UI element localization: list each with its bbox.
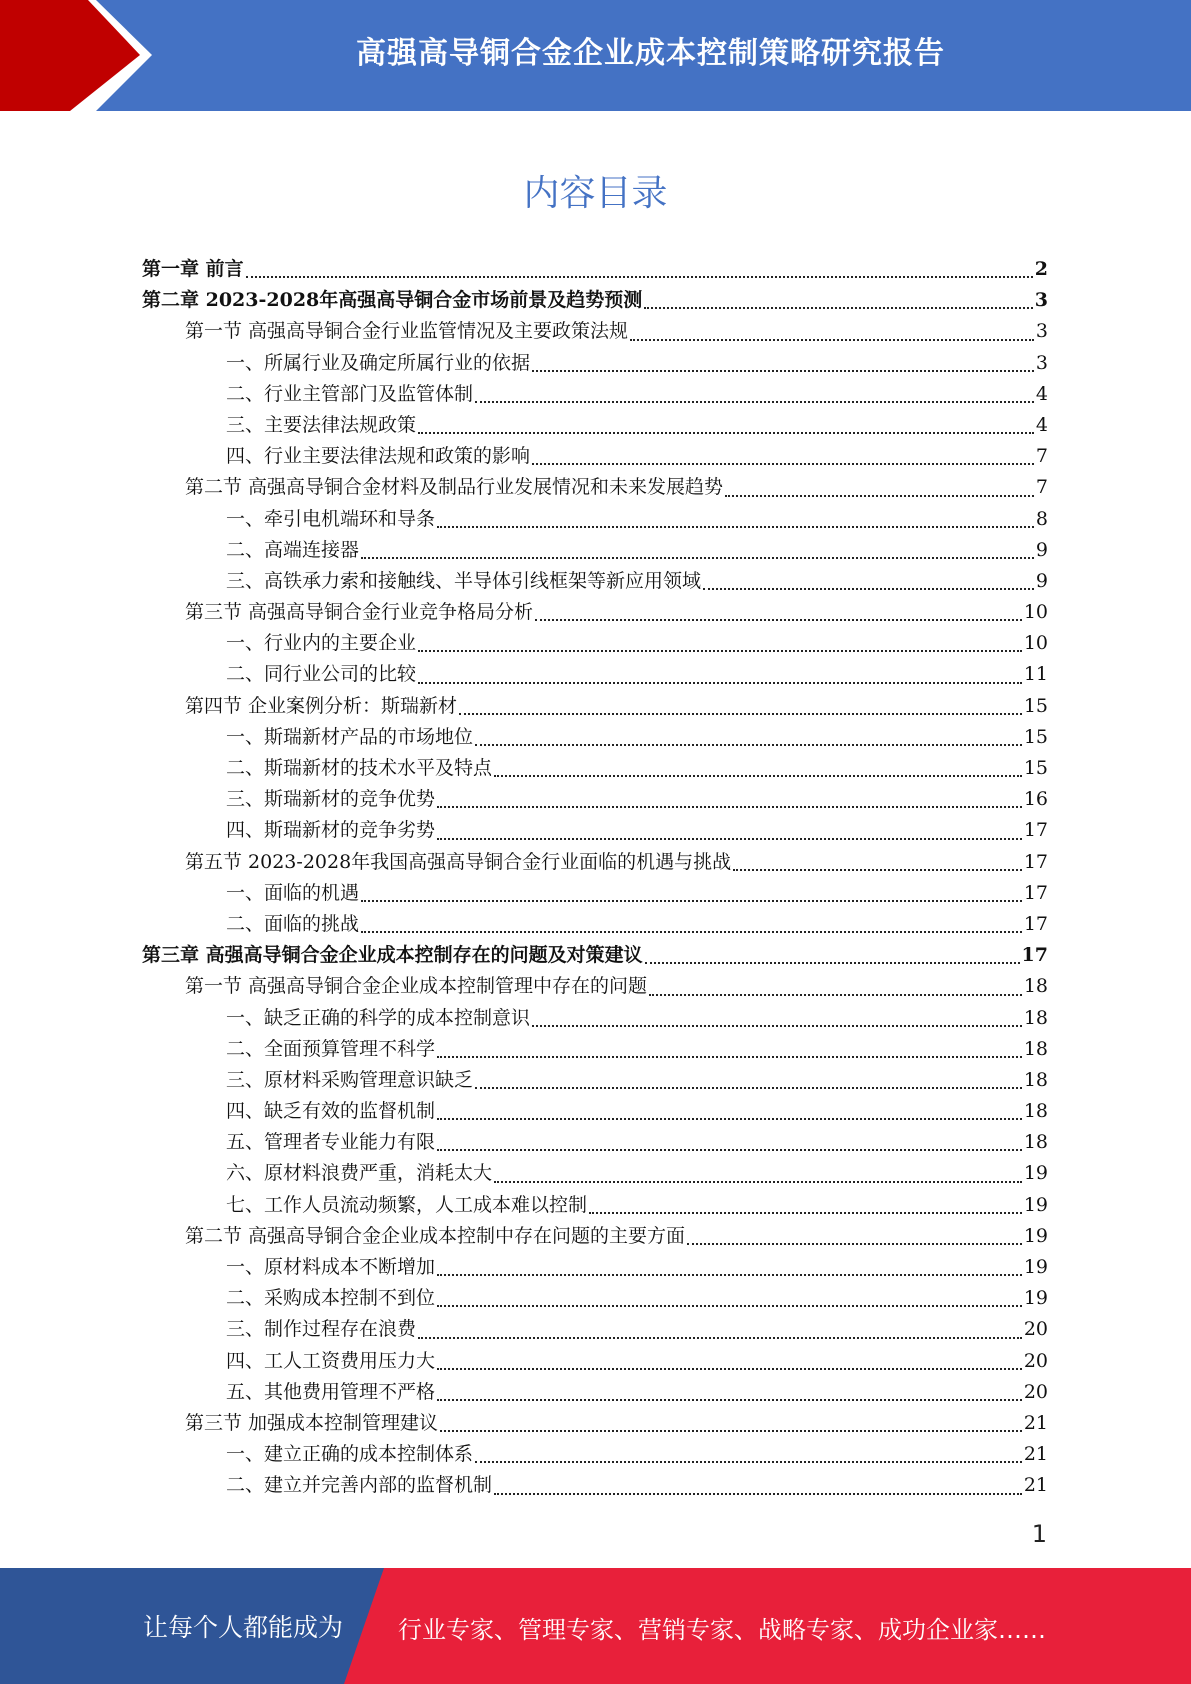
- toc-entry-page: 19: [1023, 1224, 1048, 1247]
- toc-entry-page: 20: [1023, 1380, 1048, 1403]
- toc-entry[interactable]: [142, 1439, 1048, 1470]
- toc-entry[interactable]: [142, 535, 1048, 566]
- toc-entry-title: 一、原材料成本不断增加: [226, 1256, 436, 1278]
- toc-leader-dots: [589, 1212, 1022, 1214]
- toc-entry-page: 15: [1023, 694, 1048, 717]
- toc-entry-title: 第二节 高强高导铜合金企业成本控制中存在问题的主要方面: [185, 1224, 686, 1247]
- toc-entry-title: 五、管理者专业能力有限: [226, 1131, 436, 1154]
- toc-leader-dots: [475, 744, 1022, 746]
- toc-entry[interactable]: [142, 940, 1048, 971]
- toc-entry-page: 4: [1035, 413, 1048, 436]
- toc-entry-page: 17: [1023, 819, 1048, 842]
- toc-entry[interactable]: [142, 753, 1048, 784]
- toc-entry[interactable]: [142, 1127, 1048, 1158]
- toc-entry-title: 一、牵引电机端环和导条: [226, 507, 436, 530]
- toc-leader-dots: [361, 931, 1022, 933]
- toc-leader-dots: [687, 1243, 1022, 1245]
- toc-entry-title: 第一章 前言: [142, 258, 244, 280]
- toc-entry-page: 3: [1035, 320, 1048, 343]
- toc-entry-page: 18: [1023, 1100, 1048, 1123]
- toc-entry-title: 三、高铁承力索和接触线、半导体引线框架等新应用领域: [226, 569, 702, 592]
- toc-entry-page: 15: [1023, 725, 1048, 748]
- toc-leader-dots: [532, 463, 1034, 465]
- toc-entry-title: 二、建立并完善内部的监督机制: [226, 1474, 493, 1497]
- toc-entry-page: 21: [1023, 1443, 1048, 1466]
- toc-entry-page: 7: [1035, 445, 1048, 468]
- toc-leader-dots: [437, 1399, 1022, 1401]
- toc-entry[interactable]: [142, 472, 1048, 503]
- toc-entry-page: 11: [1023, 663, 1048, 686]
- toc-leader-dots: [494, 1181, 1022, 1183]
- toc-entry-page: 19: [1023, 1162, 1048, 1185]
- toc-entry[interactable]: [142, 691, 1048, 722]
- toc-leader-dots: [437, 1149, 1022, 1151]
- toc-leader-dots: [494, 775, 1022, 777]
- toc-leader-dots: [361, 900, 1022, 902]
- toc-entry-title: 第一节 高强高导铜合金行业监管情况及主要政策法规: [185, 320, 629, 343]
- toc-leader-dots: [475, 1461, 1022, 1463]
- toc-entry[interactable]: [142, 722, 1048, 753]
- toc-entry-title: 三、原材料采购管理意识缺乏: [226, 1068, 474, 1091]
- toc-entry-title: 四、斯瑞新材的竞争劣势: [226, 819, 436, 842]
- table-of-contents: [142, 254, 1048, 1502]
- toc-entry[interactable]: [142, 1158, 1048, 1189]
- toc-entry[interactable]: [142, 316, 1048, 347]
- toc-entry-title: 一、斯瑞新材产品的市场地位: [226, 725, 474, 748]
- toc-leader-dots: [437, 1118, 1022, 1120]
- toc-entry-title: 二、斯瑞新材的技术水平及特点: [226, 757, 493, 779]
- toc-entry[interactable]: [142, 1003, 1048, 1034]
- toc-entry-title: 六、原材料浪费严重，消耗太大: [226, 1162, 493, 1185]
- toc-entry[interactable]: [142, 659, 1048, 690]
- toc-entry-title: 第三节 加强成本控制管理建议: [185, 1411, 439, 1434]
- toc-entry-page: 4: [1035, 382, 1048, 405]
- toc-leader-dots: [437, 1056, 1022, 1058]
- toc-entry[interactable]: [142, 1283, 1048, 1314]
- toc-entry-title: 二、同行业公司的比较: [226, 663, 417, 686]
- toc-leader-dots: [703, 588, 1034, 590]
- toc-entry-page: 9: [1035, 538, 1048, 561]
- toc-entry[interactable]: [142, 1065, 1048, 1096]
- toc-entry-page: 21: [1023, 1474, 1048, 1497]
- footer-slogan-left: 让每个人都能成为: [143, 1613, 344, 1642]
- toc-leader-dots: [418, 1337, 1022, 1339]
- toc-entry-title: 一、行业内的主要企业: [226, 632, 417, 655]
- toc-entry-title: 第三章 高强高导铜合金企业成本控制存在的问题及对策建议: [142, 944, 643, 967]
- toc-leader-dots: [437, 1305, 1022, 1307]
- toc-leader-dots: [361, 557, 1034, 559]
- toc-entry-title: 七、工作人员流动频繁，人工成本难以控制: [226, 1193, 588, 1216]
- toc-entry-page: 2: [1034, 258, 1048, 280]
- toc-entry-page: 19: [1023, 1287, 1048, 1310]
- toc-entry[interactable]: [142, 1314, 1048, 1345]
- toc-leader-dots: [494, 1493, 1022, 1495]
- toc-entry-page: 7: [1035, 476, 1048, 499]
- toc-entry[interactable]: [142, 1096, 1048, 1127]
- toc-leader-dots: [437, 806, 1022, 808]
- toc-entry[interactable]: [142, 285, 1048, 316]
- toc-entry-page: 15: [1023, 757, 1048, 779]
- toc-entry-page: 17: [1023, 881, 1048, 904]
- toc-leader-dots: [532, 1025, 1022, 1027]
- toc-entry-title: 二、全面预算管理不科学: [226, 1037, 436, 1060]
- toc-entry[interactable]: [142, 1346, 1048, 1377]
- toc-entry[interactable]: [142, 1408, 1048, 1439]
- toc-entry-page: 20: [1023, 1349, 1048, 1372]
- toc-entry-page: 18: [1023, 1006, 1048, 1029]
- toc-entry[interactable]: [142, 1221, 1048, 1252]
- toc-entry-page: 16: [1023, 788, 1048, 811]
- toc-entry[interactable]: [142, 878, 1048, 909]
- toc-entry-title: 二、采购成本控制不到位: [226, 1287, 436, 1310]
- toc-entry-title: 三、主要法律法规政策: [226, 413, 417, 436]
- toc-entry-page: 17: [1021, 944, 1048, 967]
- toc-entry-title: 第一节 高强高导铜合金企业成本控制管理中存在的问题: [185, 975, 648, 998]
- report-title: 高强高导铜合金企业成本控制策略研究报告: [356, 36, 945, 71]
- toc-leader-dots: [475, 1087, 1022, 1089]
- toc-leader-dots: [418, 650, 1022, 652]
- toc-entry[interactable]: [142, 410, 1048, 441]
- toc-entry-title: 三、制作过程存在浪费: [226, 1318, 417, 1341]
- toc-entry[interactable]: [142, 1252, 1048, 1283]
- toc-entry-title: 四、缺乏有效的监督机制: [226, 1100, 436, 1123]
- toc-leader-dots: [440, 1430, 1022, 1432]
- toc-entry-title: 二、高端连接器: [226, 538, 360, 561]
- toc-leader-dots: [733, 869, 1022, 871]
- toc-entry[interactable]: [142, 379, 1048, 410]
- toc-entry-title: 二、行业主管部门及监管体制: [226, 382, 474, 405]
- toc-entry-page: 18: [1023, 1131, 1048, 1154]
- toc-entry-page: 19: [1023, 1256, 1048, 1278]
- toc-entry[interactable]: [142, 254, 1048, 285]
- toc-entry-page: 17: [1023, 850, 1048, 873]
- toc-entry-title: 第二章 2023-2028年高强高导铜合金市场前景及趋势预测: [142, 289, 643, 312]
- header-banner: [0, 0, 1191, 111]
- toc-entry-title: 四、工人工资费用压力大: [226, 1349, 436, 1372]
- toc-entry[interactable]: [142, 784, 1048, 815]
- toc-entry[interactable]: [142, 504, 1048, 535]
- toc-entry-page: 19: [1023, 1193, 1048, 1216]
- page-title: 内容目录: [523, 173, 668, 214]
- toc-entry[interactable]: [142, 815, 1048, 846]
- toc-entry[interactable]: [142, 971, 1048, 1002]
- toc-entry-title: 一、所属行业及确定所属行业的依据: [226, 351, 531, 374]
- toc-leader-dots: [437, 1368, 1022, 1370]
- toc-entry-title: 第二节 高强高导铜合金材料及制品行业发展情况和未来发展趋势: [185, 476, 724, 499]
- toc-entry-page: 17: [1023, 912, 1048, 935]
- toc-leader-dots: [246, 276, 1033, 278]
- toc-entry-page: 3: [1034, 289, 1048, 312]
- toc-entry[interactable]: [142, 441, 1048, 472]
- toc-leader-dots: [645, 962, 1020, 964]
- toc-entry-page: 8: [1035, 507, 1048, 530]
- toc-entry-title: 第三节 高强高导铜合金行业竞争格局分析: [185, 601, 534, 624]
- toc-leader-dots: [418, 432, 1034, 434]
- toc-entry[interactable]: [142, 909, 1048, 940]
- toc-entry-page: 21: [1023, 1411, 1048, 1434]
- toc-entry[interactable]: [142, 597, 1048, 628]
- toc-leader-dots: [649, 994, 1022, 996]
- toc-entry[interactable]: [142, 847, 1048, 878]
- toc-entry-title: 三、斯瑞新材的竞争优势: [226, 788, 436, 811]
- page-number: 1: [1031, 1520, 1047, 1548]
- toc-leader-dots: [459, 713, 1022, 715]
- toc-leader-dots: [437, 838, 1022, 840]
- toc-entry-title: 二、面临的挑战: [226, 912, 360, 935]
- toc-entry-page: 18: [1023, 1037, 1048, 1060]
- toc-entry-title: 一、面临的机遇: [226, 881, 360, 904]
- toc-entry-title: 第四节 企业案例分析：斯瑞新材: [185, 694, 458, 717]
- toc-entry[interactable]: [142, 348, 1048, 379]
- toc-leader-dots: [630, 339, 1034, 341]
- toc-leader-dots: [418, 682, 1022, 684]
- toc-entry-title: 四、行业主要法律法规和政策的影响: [226, 445, 531, 468]
- toc-leader-dots: [644, 307, 1033, 309]
- toc-entry-page: 18: [1023, 975, 1048, 998]
- toc-leader-dots: [532, 370, 1034, 372]
- toc-entry-page: 9: [1035, 569, 1048, 592]
- toc-entry[interactable]: [142, 1470, 1048, 1501]
- toc-entry[interactable]: [142, 566, 1048, 597]
- toc-entry-page: 18: [1023, 1068, 1048, 1091]
- toc-entry-title: 一、建立正确的成本控制体系: [226, 1443, 474, 1466]
- toc-leader-dots: [437, 1274, 1022, 1276]
- toc-entry[interactable]: [142, 1377, 1048, 1408]
- toc-entry-page: 20: [1023, 1318, 1048, 1341]
- toc-entry[interactable]: [142, 628, 1048, 659]
- toc-entry[interactable]: [142, 1034, 1048, 1065]
- toc-leader-dots: [535, 619, 1022, 621]
- footer-slogan-right: 行业专家、管理专家、营销专家、战略专家、成功企业家……: [398, 1616, 1046, 1644]
- toc-leader-dots: [475, 401, 1034, 403]
- toc-entry-page: 3: [1035, 351, 1048, 374]
- toc-entry-title: 第五节 2023-2028年我国高强高导铜合金行业面临的机遇与挑战: [185, 850, 732, 873]
- toc-entry[interactable]: [142, 1190, 1048, 1221]
- toc-leader-dots: [725, 495, 1034, 497]
- toc-entry-page: 10: [1023, 632, 1048, 655]
- toc-leader-dots: [437, 526, 1034, 528]
- toc-entry-title: 一、缺乏正确的科学的成本控制意识: [226, 1006, 531, 1029]
- toc-entry-title: 五、其他费用管理不严格: [226, 1380, 436, 1403]
- toc-entry-page: 10: [1023, 601, 1048, 624]
